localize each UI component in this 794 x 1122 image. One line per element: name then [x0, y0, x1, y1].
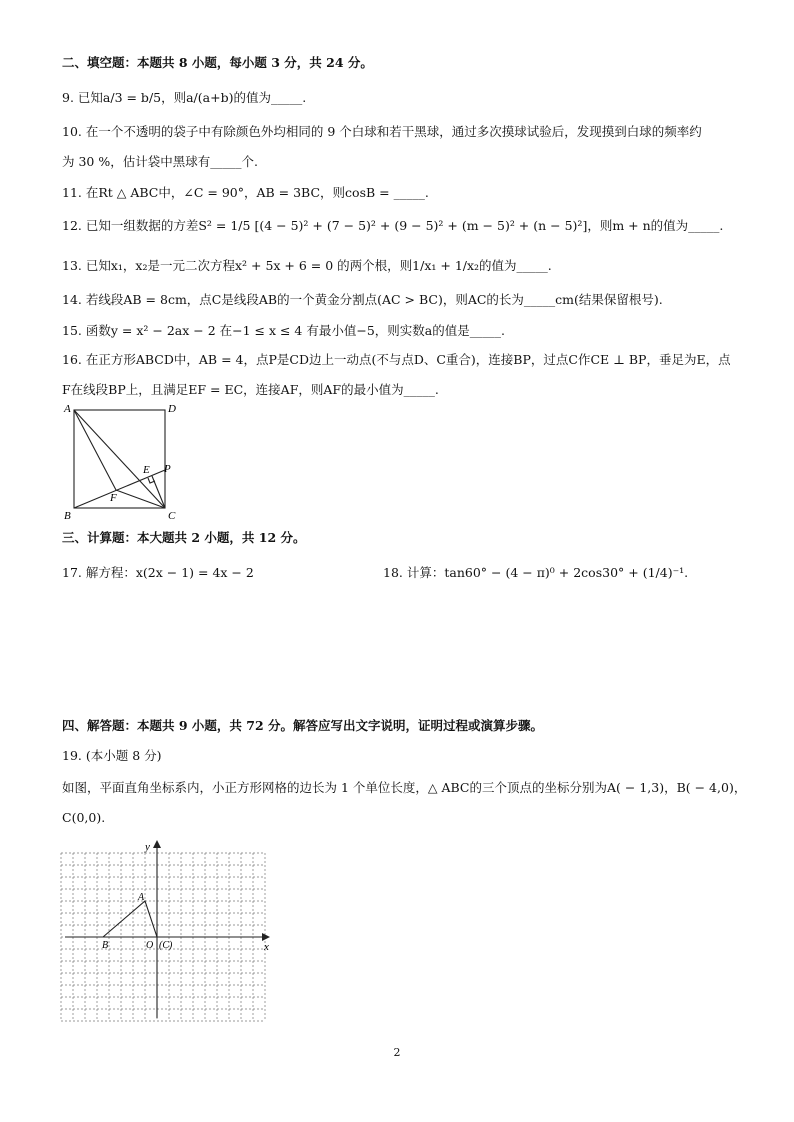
square-figure-q16 — [62, 400, 182, 525]
section3-heading: 三、计算题：本大题共 2 小题，共 12 分。 — [62, 530, 306, 545]
segment-af — [74, 410, 116, 490]
section4-heading: 四、解答题：本题共 9 小题，共 72 分。解答应写出文字说明，证明过程或演算步骤。 — [62, 718, 544, 733]
label-b: B — [102, 940, 109, 951]
label-a: A — [64, 403, 71, 415]
label-c: (C) — [159, 940, 173, 951]
question-11: 11. 在Rt △ ABC中，∠C = 90°，AB = 3BC，则cosB = _____. — [62, 185, 429, 200]
question-19-title: 19. (本小题 8 分) — [62, 748, 162, 763]
question-13: 13. 已知x₁，x₂是一元二次方程x² + 5x + 6 = 0 的两个根，则1/x₁ + 1/x₂的值为_____. — [62, 258, 552, 273]
label-p: P — [164, 463, 171, 475]
axis-label-y: y — [145, 841, 150, 853]
question-16-line2: F在线段BP上，且满足EF = EC，连接AF，则AF的最小值为_____. — [62, 382, 439, 397]
segment-fc — [116, 490, 165, 508]
question-16-line1: 16. 在正方形ABCD中，AB = 4，点P是CD边上一动点(不与点D、C重合)，连接BP，过点C作CE ⊥ BP，垂足为E，点 — [62, 352, 731, 367]
segment-ac — [74, 410, 165, 508]
y-axis-arrow — [153, 840, 161, 848]
segment-bp — [74, 470, 165, 508]
page-number: 2 — [393, 1046, 401, 1059]
question-14: 14. 若线段AB = 8cm，点C是线段AB的一个黄金分割点(AC > BC)，则AC的长为_____cm(结果保留根号). — [62, 292, 663, 307]
label-d: D — [168, 403, 176, 415]
question-15: 15. 函数y = x² − 2ax − 2 在−1 ≤ x ≤ 4 有最小值−5，则实数a的值是_____. — [62, 323, 505, 338]
label-e: E — [143, 464, 150, 476]
section2-heading: 二、填空题：本题共 8 小题，每小题 3 分，共 24 分。 — [62, 55, 373, 70]
label-o: O — [146, 940, 154, 951]
question-19-line1: 如图，平面直角坐标系内，小正方形网格的边长为 1 个单位长度，△ ABC的三个顶点的坐标分别为A( − 1,3)，B( − 4,0)， — [62, 780, 747, 795]
question-10-line2: 为 30 %，估计袋中黑球有_____个. — [62, 154, 258, 169]
segment-ce — [152, 476, 165, 508]
question-19-line2: C(0,0). — [62, 810, 106, 825]
question-10-line1: 10. 在一个不透明的袋子中有除颜色外均相同的 9 个白球和若干黑球，通过多次摸球试验后，发现摸到白球的频率约 — [62, 124, 702, 139]
x-axis-arrow — [262, 933, 270, 941]
label-b: B — [64, 510, 71, 522]
label-c: C — [168, 510, 176, 522]
question-9: 9. 已知a/3 = b/5，则a/(a+b)的值为_____. — [62, 90, 307, 105]
question-17: 17. 解方程：x(2x − 1) = 4x − 2 — [62, 565, 254, 580]
label-a: A — [138, 892, 145, 903]
triangle-abc — [103, 901, 157, 937]
label-f: F — [110, 492, 117, 504]
coordinate-grid-q19 — [60, 838, 275, 1023]
question-18: 18. 计算：tan60° − (4 − π)⁰ + 2cos30° + (1/4)⁻¹. — [383, 565, 689, 580]
axis-label-x: x — [264, 941, 269, 953]
question-12: 12. 已知一组数据的方差S² = 1/5 [(4 − 5)² + (7 − 5)² + (9 − 5)² + (m − 5)² + (n − 5)²]，则m + n的值为_____. — [62, 218, 724, 233]
